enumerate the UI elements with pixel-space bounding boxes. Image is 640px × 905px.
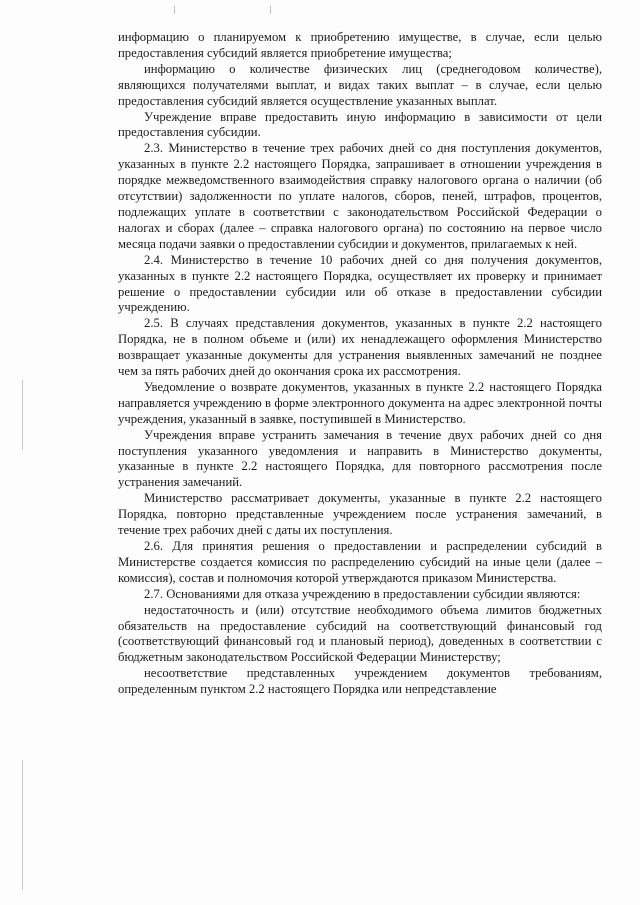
scan-edge-mark [22, 760, 23, 890]
scan-mark [270, 6, 271, 14]
paragraph: Уведомление о возврате документов, указанных в пункте 2.2 настоящего Порядка направляется учреждению в форме электронного документа на адрес электронной почты учреждения, указанный в заявке, поступившей в Министерство. [118, 379, 602, 426]
paragraph: информацию о планируемом к приобретению имуществе, в случае, если целью предоставления субсидий является приобретение имущества; [118, 30, 602, 60]
scan-edge-mark [22, 380, 23, 450]
paragraph-2-7: 2.7. Основаниями для отказа учреждению в предоставлении субсидии являются: [144, 586, 581, 601]
paragraph: недостаточность и (или) отсутствие необходимого объема лимитов бюджетных обязательств на предоставление субсидий на соответствующий финансовый год (соответствующий финансовый год и плановый период), доведенных в соответствии с бюджетным законодательством Российской Федерации Министерству; [118, 602, 602, 665]
paragraph-2-5: 2.5. В случаях представления документов, указанных в пункте 2.2 настоящего Порядка, не в полном объеме и (или) их ненадлежащего оформления Министерство возвращает указанные документы для устранения выявленных замечаний не позднее чем за пять рабочих дней до окончания срока их рассмотрения. [118, 316, 602, 379]
paragraph: несоответствие представленных учреждением документов требованиям, определенным пунктом 2.2 настоящего Порядка или непредставление [118, 666, 602, 697]
paragraph-2-4: 2.4. Министерство в течение 10 рабочих дней со дня получения документов, указанных в пункте 2.2 настоящего Порядка, осуществляет их проверку и принимает решение о предоставлении субсидии или об отказе в предоставлении субсидии учреждению. [118, 252, 602, 315]
paragraph-2-3: 2.3. Министерство в течение трех рабочих дней со дня поступления документов, указанных в пункте 2.2 настоящего Порядка, запрашивает в отношении учреждения в порядке межведомственного взаимодействия справку налогового органа о наличии (об отсутствии) задолженности по уплате налогов, сборов, пеней, штрафов, процентов, подлежащих уплате в соответствии с законодательством Российской Федерации о налогах и сборах (далее – справка налогового органа) по состоянию на первое число месяца подачи заявки о предоставлении субсидии и документов, прилагаемых к ней. [118, 141, 602, 251]
paragraph: Министерство рассматривает документы, указанные в пункте 2.2 настоящего Порядка, повторно представленные учреждением после устранения замечаний, в течение трех рабочих дней с даты их поступления. [118, 491, 602, 538]
paragraph: Учреждение вправе предоставить иную информацию в зависимости от цели предоставления субсидии. [118, 109, 602, 140]
scan-mark [174, 6, 175, 14]
paragraph-2-6: 2.6. Для принятия решения о предоставлении и распределении субсидий в Министерстве создается комиссия по распределению субсидий на иные цели (далее – комиссия), состав и полномочия которой утверждаются приказом Министерства. [118, 539, 602, 585]
paragraph: информацию о количестве физических лиц (среднегодовом количестве), являющихся получателями выплат, и видах таких выплат – в случае, если целью предоставления субсидий является осуществление указанных выплат. [118, 61, 602, 108]
paragraph: Учреждения вправе устранить замечания в течение двух рабочих дней со дня поступления указанного уведомления и направить в Министерство документы, указанные в пункте 2.2 настоящего Порядка, для повторного рассмотрения после устранения замечаний. [118, 427, 602, 490]
document-body [118, 30, 602, 698]
